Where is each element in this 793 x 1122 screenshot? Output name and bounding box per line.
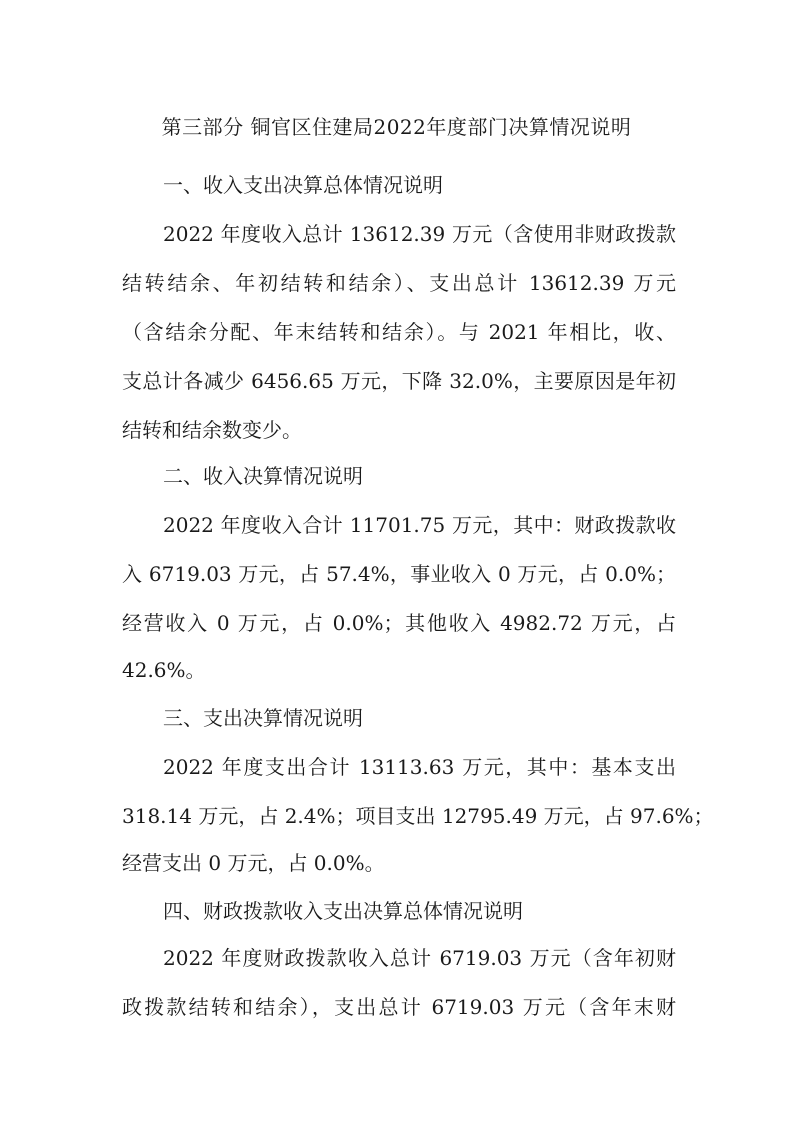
- section-1-line-5: 结转和结余数变少。: [122, 418, 302, 442]
- section-3-line-3: 经营支出 0 万元，占 0.0%。: [122, 851, 385, 875]
- section-2-line-4: 42.6%。: [122, 658, 206, 682]
- section-1-line-4: 支总计各减少 6456.65 万元，下降 32.0%，主要原因是年初: [122, 369, 676, 393]
- section-2-line-2: 入 6719.03 万元，占 57.4%，事业收入 0 万元，占 0.0%；: [122, 562, 676, 586]
- section-3-line-2: 318.14 万元，占 2.4%；项目支出 12795.49 万元，占 97.6%；: [122, 804, 714, 828]
- section-1-line-2: 结转结余、年初结转和结余）、支出总计 13612.39 万元: [122, 271, 676, 295]
- section-4-heading: 四、财政拨款收入支出决算总体情况说明: [163, 899, 523, 923]
- section-2-line-3: 经营收入 0 万元，占 0.0%；其他收入 4982.72 万元，占: [122, 611, 676, 635]
- section-1-line-3: （含结余分配、年末结转和结余）。与 2021 年相比，收、: [122, 320, 676, 344]
- section-1-line-1: 2022 年度收入总计 13612.39 万元（含使用非财政拨款: [163, 222, 676, 246]
- section-2-heading: 二、收入决算情况说明: [163, 464, 363, 488]
- page-title: 第三部分 铜官区住建局2022年度部门决算情况说明: [161, 115, 632, 139]
- section-3-line-1: 2022 年度支出合计 13113.63 万元，其中：基本支出: [163, 755, 676, 779]
- section-4-line-2: 政拨款结转和结余），支出总计 6719.03 万元（含年末财: [122, 995, 676, 1019]
- section-1-heading: 一、收入支出决算总体情况说明: [163, 173, 443, 197]
- section-2-line-1: 2022 年度收入合计 11701.75 万元，其中：财政拨款收: [163, 513, 676, 537]
- section-3-heading: 三、支出决算情况说明: [163, 706, 363, 730]
- section-4-line-1: 2022 年度财政拨款收入总计 6719.03 万元（含年初财: [163, 946, 676, 970]
